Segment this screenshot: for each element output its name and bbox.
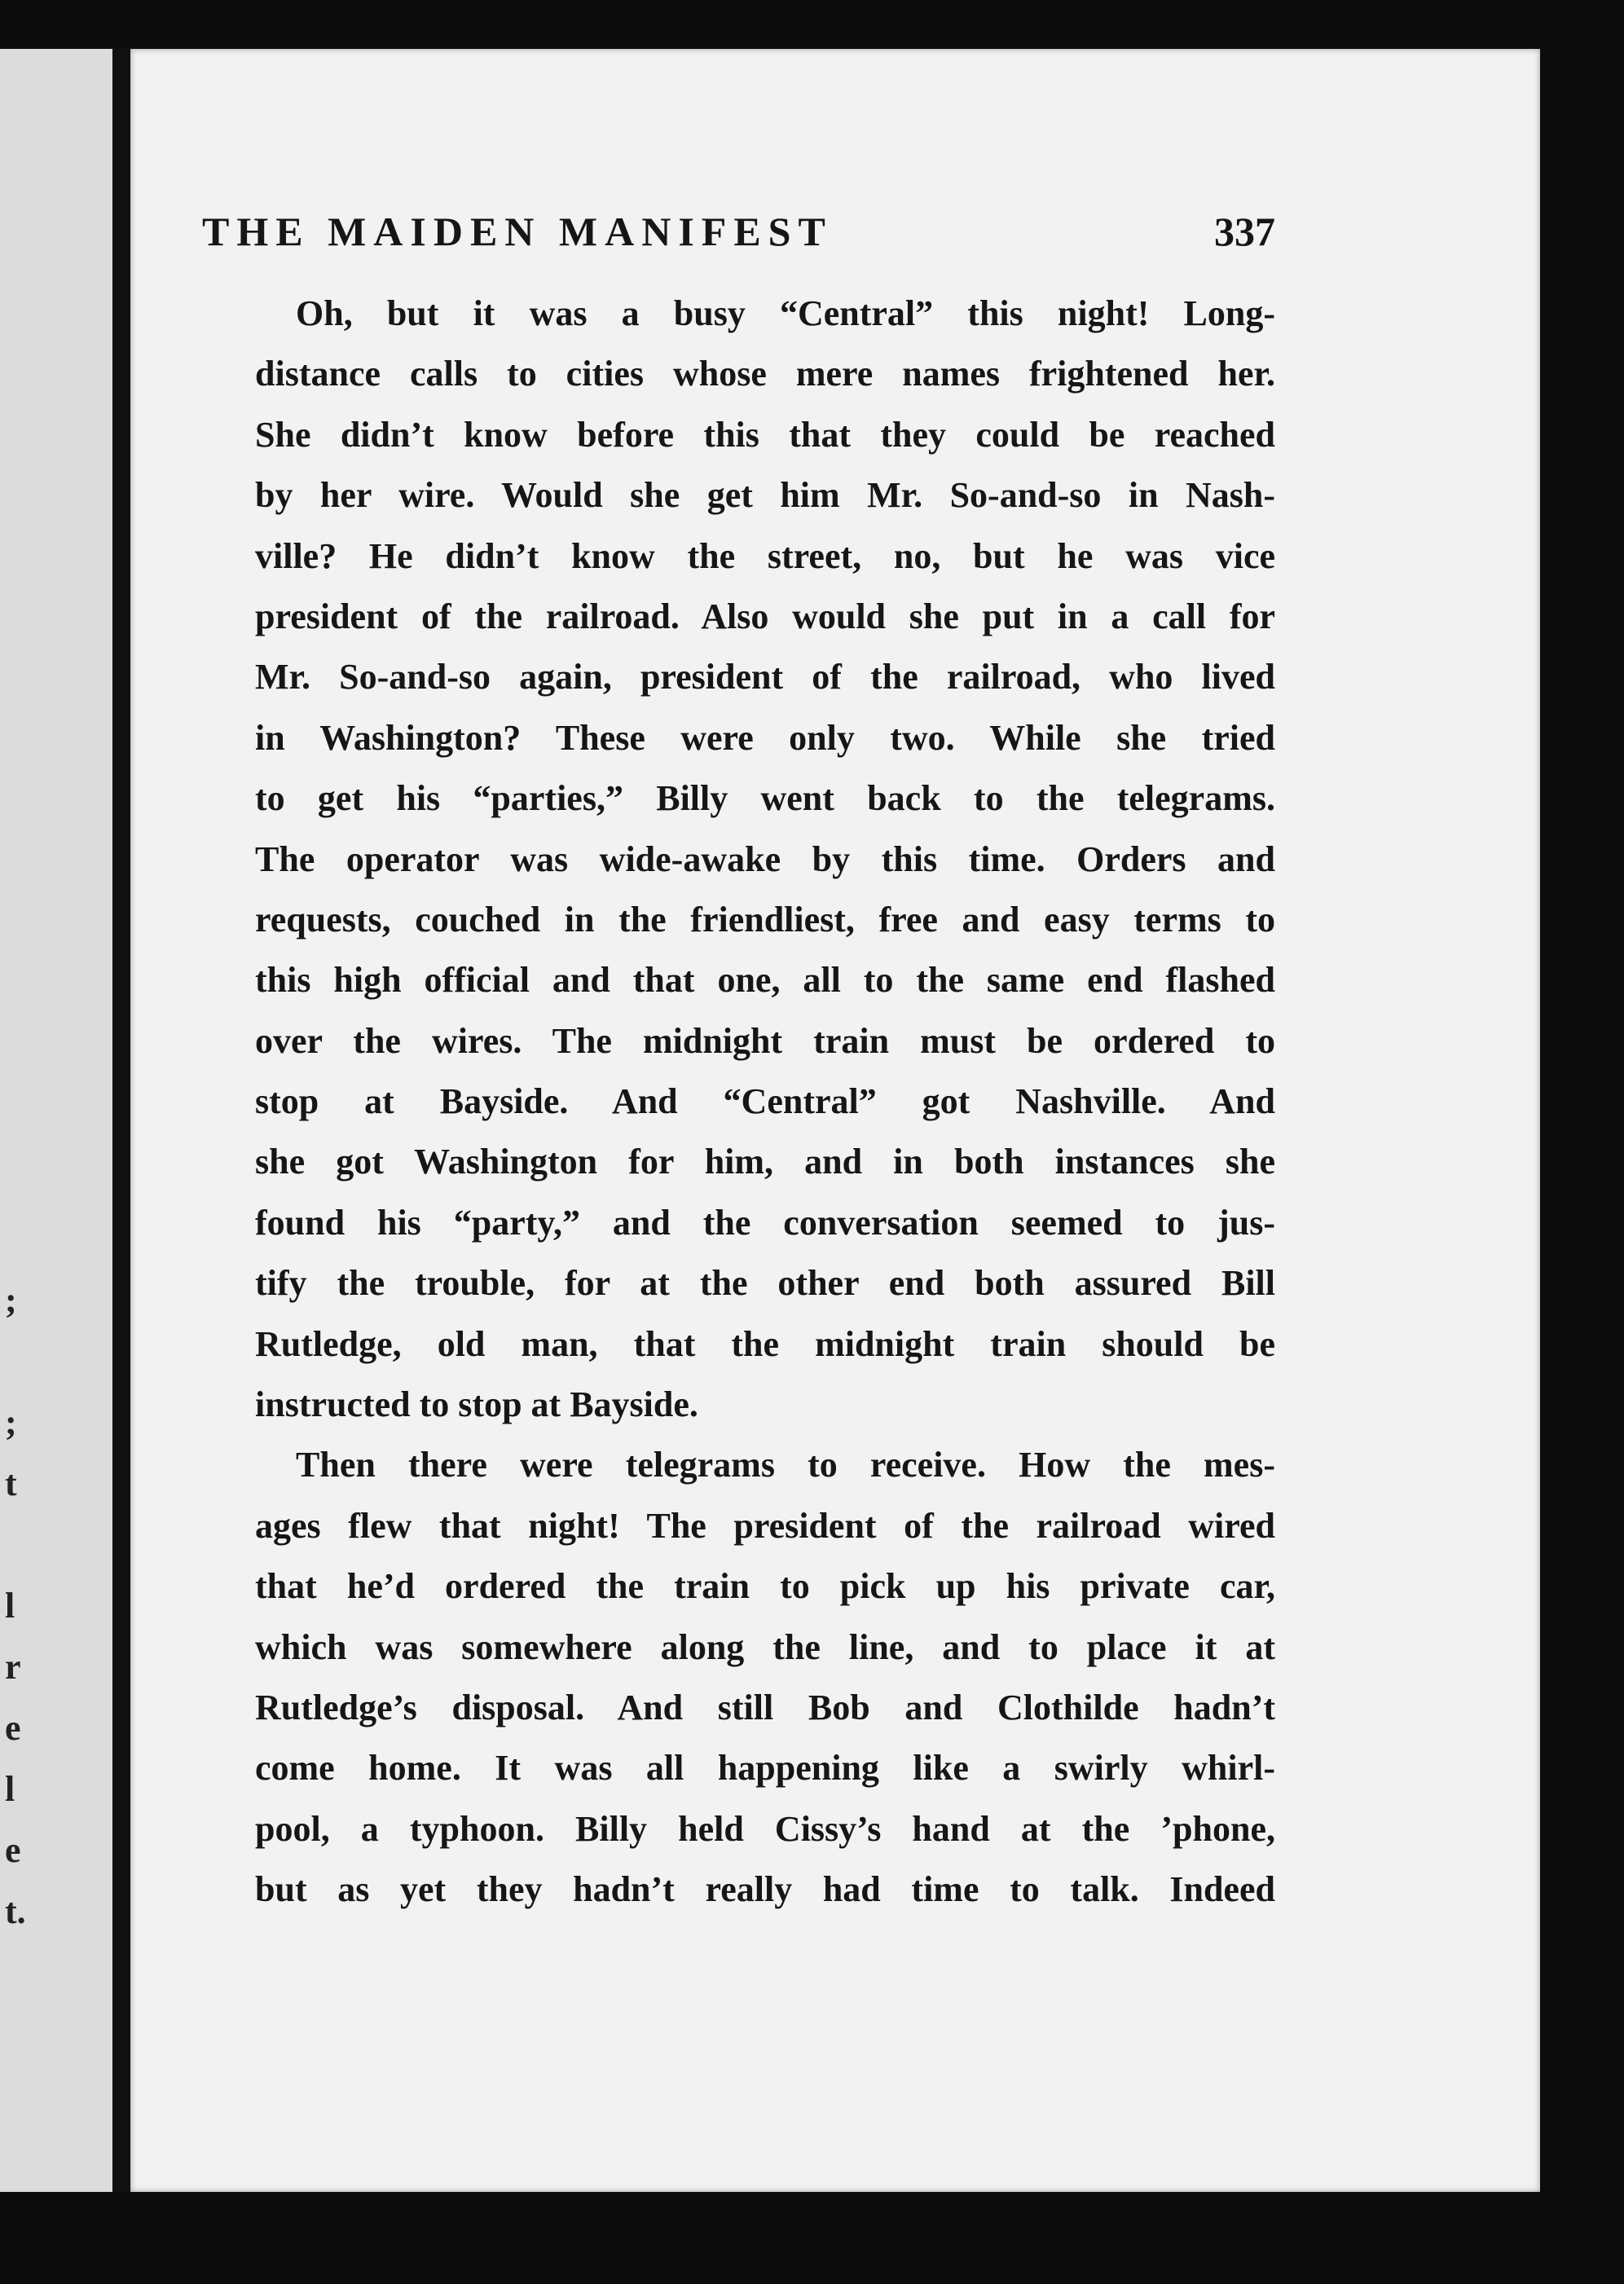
page-number: 337 <box>1214 209 1275 254</box>
text-line: pool, a typhoon. Billy held Cissy’s hand at the ’phone, <box>255 1808 1275 1849</box>
text-line: tify the trouble, for at the other end both assured Bill <box>255 1263 1275 1304</box>
prev-page-fragment: ; <box>5 1280 17 1320</box>
running-head <box>202 208 1275 255</box>
prev-page-fragment: l <box>5 1769 15 1809</box>
text-line: which was somewhere along the line, and to place it at <box>255 1626 1275 1667</box>
text-line: president of the railroad. Also would she put in a call for <box>255 596 1275 636</box>
prev-page-fragment: r <box>5 1647 21 1687</box>
text-line: found his “party,” and the conversation seemed to jus- <box>255 1202 1275 1243</box>
text-line: to get his “parties,” Billy went back to the telegrams. <box>255 778 1275 819</box>
text-line: requests, couched in the friendliest, free and easy terms to <box>255 899 1275 940</box>
text-line: ville? He didn’t know the street, no, but he was vice <box>255 535 1275 576</box>
text-line: stop at Bayside. And “Central” got Nashville. And <box>255 1081 1275 1122</box>
text-line: that he’d ordered the train to pick up his private car, <box>255 1566 1275 1607</box>
text-line: She didn’t know before this that they could be reached <box>255 414 1275 455</box>
body-text <box>255 284 1275 1921</box>
prev-page-fragment: e <box>5 1830 21 1870</box>
text-line: instructed to stop at Bayside. <box>255 1384 698 1425</box>
text-line: she got Washington for him, and in both instances she <box>255 1142 1275 1182</box>
prev-page-fragment: l <box>5 1586 15 1626</box>
text-line: in Washington? These were only two. While she tried <box>255 717 1275 758</box>
text-line: Oh, but it was a busy “Central” this night! Long- <box>296 293 1275 333</box>
text-line: distance calls to cities whose mere names frightened her. <box>255 354 1275 394</box>
text-line: The operator was wide-awake by this time. Orders and <box>255 838 1275 879</box>
text-line: Mr. So-and-so again, president of the railroad, who lived <box>255 657 1275 698</box>
prev-page-fragment: ; <box>5 1402 17 1442</box>
running-head-title: THE MAIDEN MANIFEST <box>202 209 833 254</box>
text-line: by her wire. Would she get him Mr. So-and-so in Nash- <box>255 475 1275 516</box>
previous-page-edge <box>0 49 112 2192</box>
prev-page-fragment: e <box>5 1708 21 1748</box>
text-line: Rutledge, old man, that the midnight train should be <box>255 1323 1275 1364</box>
text-line: ages flew that night! The president of the railroad wired <box>255 1505 1275 1546</box>
prev-page-fragment: t. <box>5 1891 26 1931</box>
text-line: but as yet they hadn’t really had time to talk. Indeed <box>255 1869 1275 1910</box>
scan-border <box>1540 49 1624 2192</box>
prev-page-fragment: t <box>5 1463 17 1503</box>
text-line: over the wires. The midnight train must be ordered to <box>255 1020 1275 1061</box>
page-gutter <box>112 49 130 2192</box>
text-line: Rutledge’s disposal. And still Bob and Clothilde hadn’t <box>255 1687 1275 1727</box>
text-line: this high official and that one, all to the same end flashed <box>255 960 1275 1001</box>
text-line: come home. It was all happening like a swirly whirl- <box>255 1748 1275 1789</box>
text-line: Then there were telegrams to receive. How the mes- <box>296 1445 1275 1485</box>
